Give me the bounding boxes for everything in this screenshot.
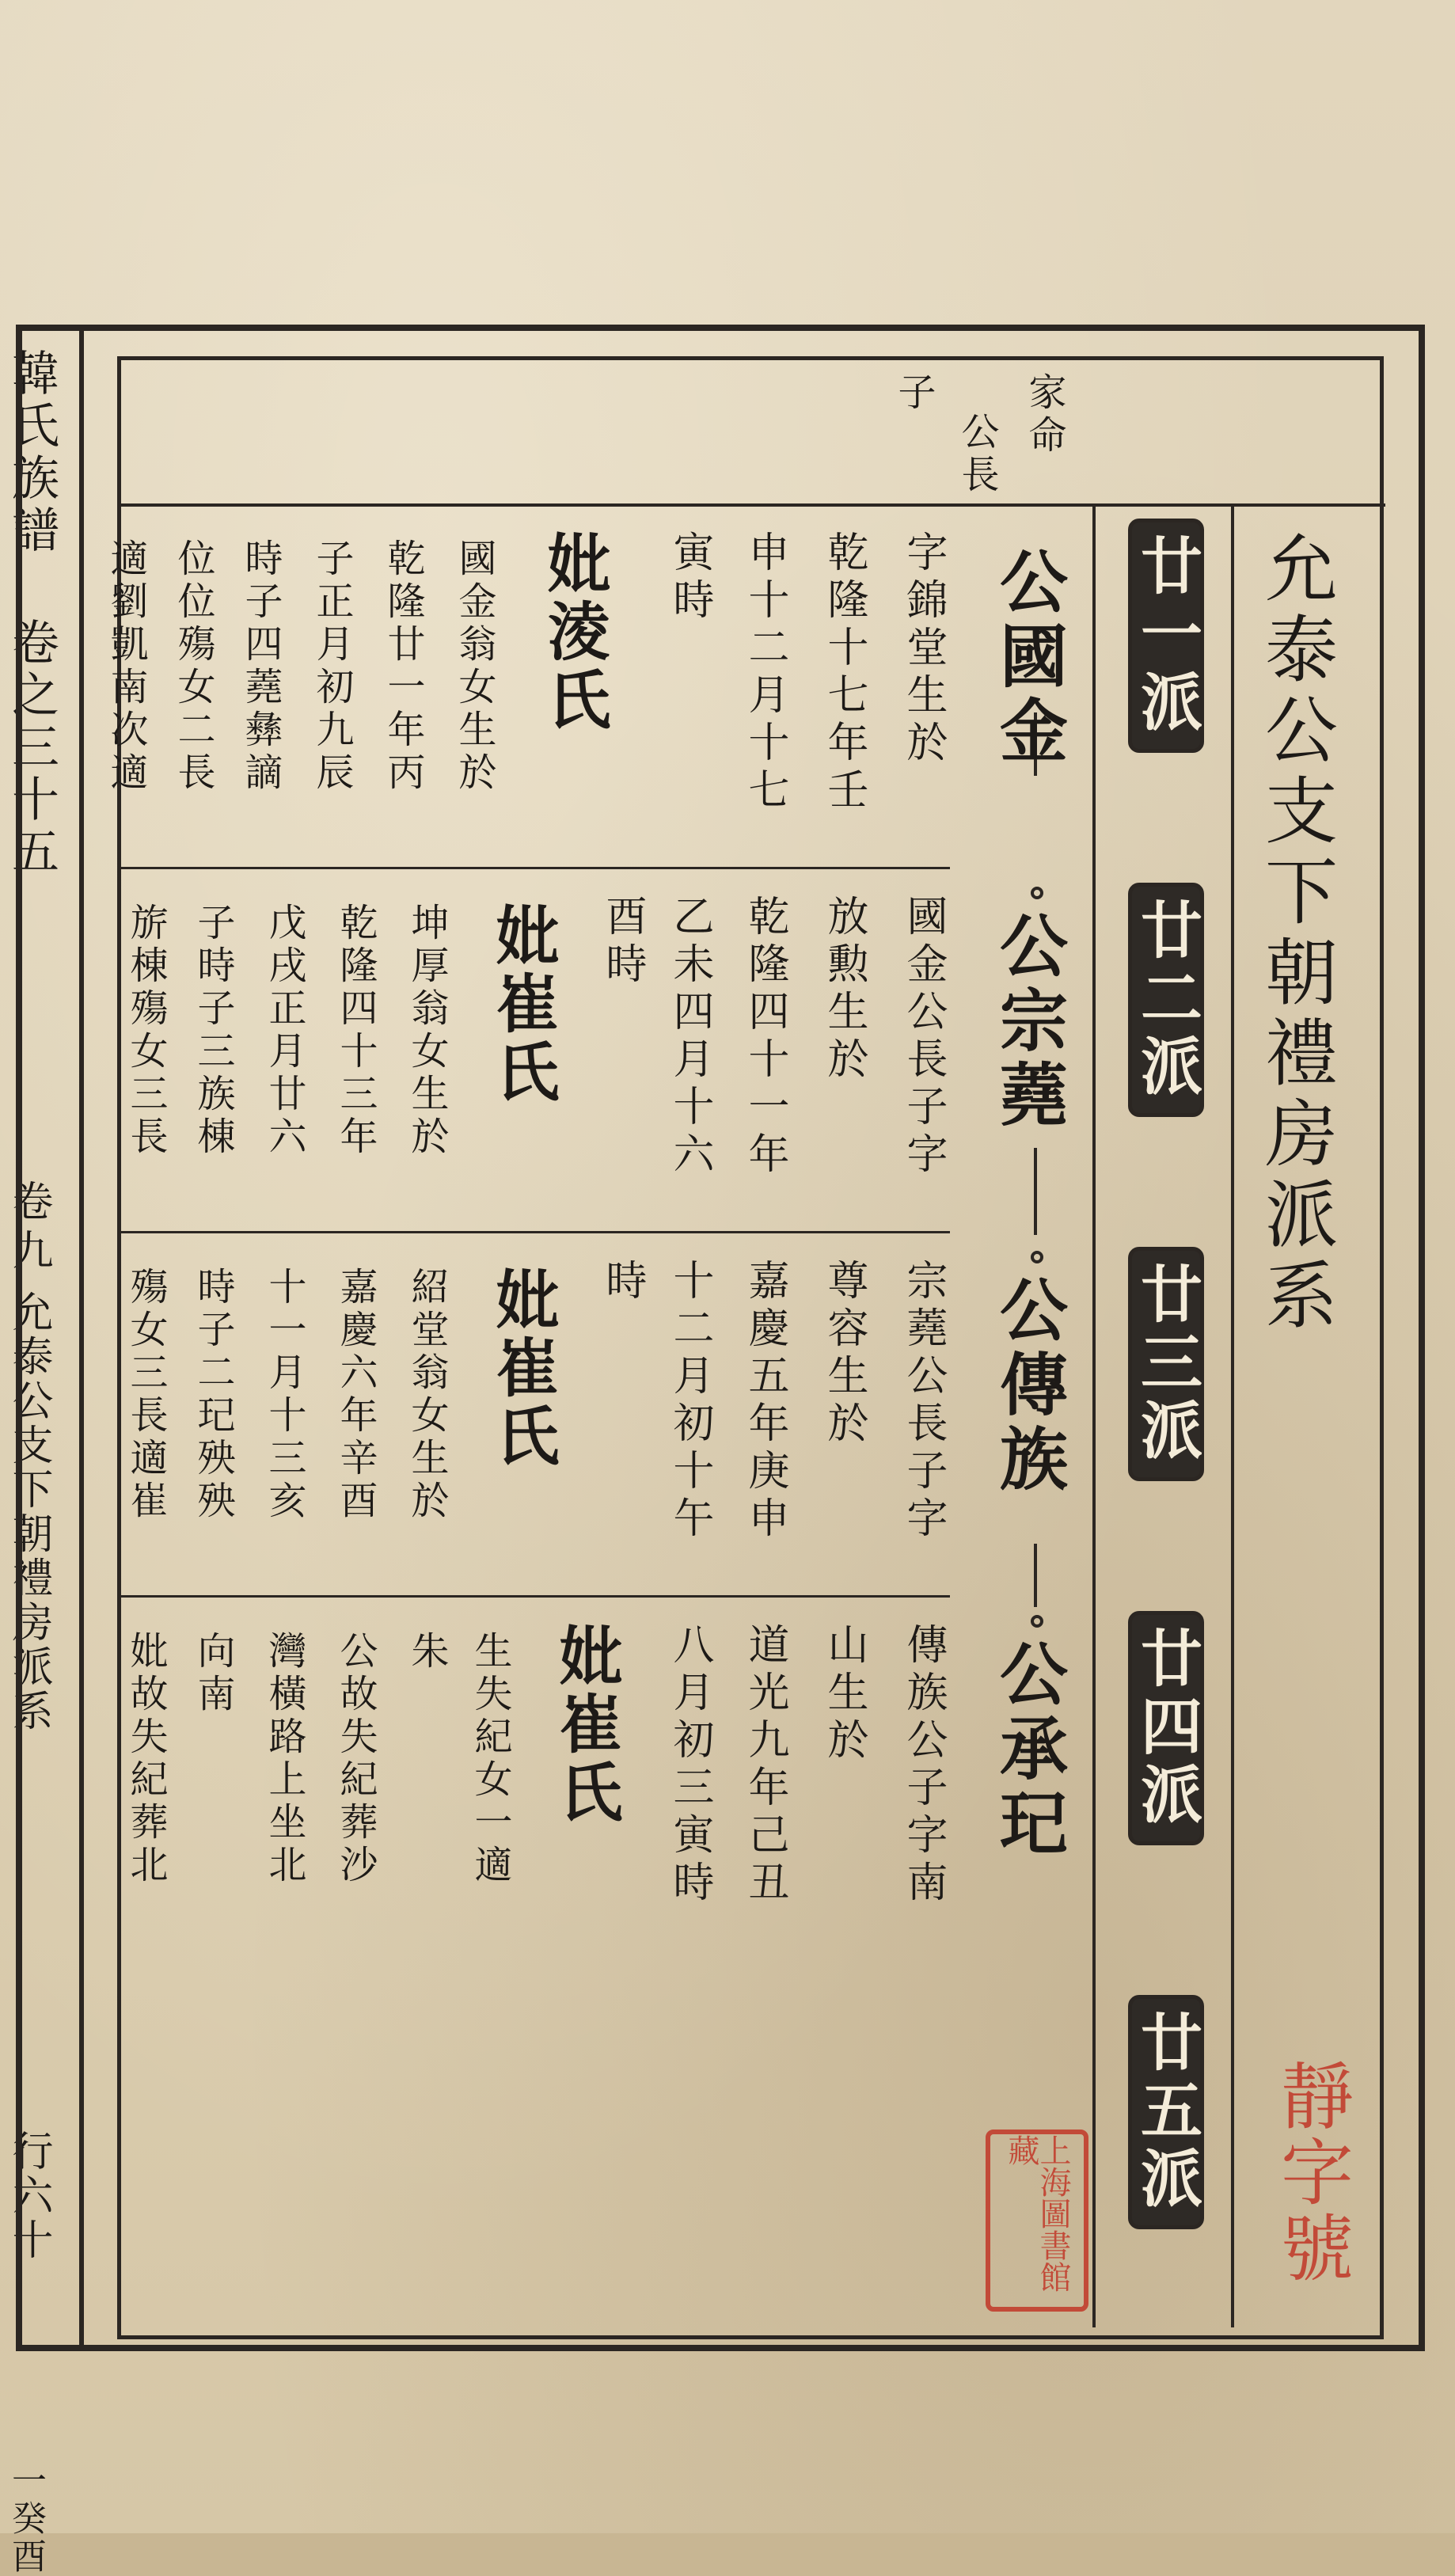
wife-2-bio-line-3: 戊戌正月廿六 [262,902,306,1159]
member-2-bio-line-3: 乾隆四十一年 [741,895,788,1180]
spine-line [79,329,84,2347]
generation-label-24: 廿四派 [1128,1611,1204,1845]
library-seal-text: 上海圖書館藏 [1003,2134,1071,2293]
member-3-bio-line-3: 嘉慶五年庚申 [741,1259,788,1544]
connector-dot-1 [1031,887,1043,899]
member-2-bio-line-1: 國金公長子字 [899,895,947,1180]
blank-margin [16,16,1441,325]
wife-1-bio-line-5: 位位殤女二長 [171,538,215,795]
generation-label-21: 廿一派 [1128,519,1204,753]
wife-4-bio-line-3: 公故失紀葬沙 [333,1631,378,1887]
generation-label-25: 廿五派 [1128,1995,1204,2229]
wife-2-bio-line-1: 坤厚翁女生於 [405,902,449,1159]
margin-page: 一癸酉 [6,2462,46,2576]
member-3-bio-line-4: 十二月初十午 [666,1259,713,1544]
section-rule-2 [119,1231,950,1233]
wife-2-bio-line-4: 子時子三族棟 [191,902,235,1159]
red-stamp [1267,2058,1370,2312]
member-name-2: 公宗蕘 [988,910,1068,1134]
header-note-2: 公長 [955,412,999,497]
member-1-bio-line-4: 寅時 [666,530,713,625]
section-rule-1 [119,867,950,869]
wife-2-bio-line-2: 乾隆四十三年 [333,902,378,1159]
wife-1-bio-line-1: 國金翁女生於 [452,538,496,795]
wife-title-2: 妣崔氏 [485,902,560,1107]
wife-3-bio-line-3: 十一月十三亥 [262,1267,306,1523]
wife-title-3: 妣崔氏 [485,1267,560,1471]
red-stamp-text: 靜字號 [1269,2058,1354,2286]
wife-1-bio-line-4: 時子四蕘彝謫 [238,538,283,795]
connector-2 [1034,1148,1037,1235]
member-4-bio-line-2: 山生於 [820,1623,868,1765]
wife-3-bio-line-5: 殤女三長適崔 [123,1267,168,1523]
wife-1-bio-line-6: 適劉凱南次適 [104,538,148,795]
member-3-bio-line-1: 宗蕘公長子字 [899,1259,947,1544]
margin-leaf: 行六十 [5,2130,52,2263]
wife-title-1: 妣淩氏 [537,530,611,735]
member-2-bio-line-4: 乙未四月十六 [666,895,713,1180]
member-1-bio-line-3: 申十二月十七 [741,530,788,815]
member-1-bio-line-1: 字錦堂生於 [899,530,947,768]
margin-title: 韓氏族譜 [4,348,59,557]
wife-3-bio-line-4: 時子二玘殃殃 [191,1267,235,1523]
member-3-bio-line-5: 時 [598,1259,646,1306]
wife-3-bio-line-2: 嘉慶六年辛酉 [333,1267,378,1523]
member-1-bio-line-2: 乾隆十七年壬 [820,530,868,815]
connector-dot-3 [1031,1615,1043,1628]
member-4-bio-line-3: 道光九年己丑 [741,1623,788,1908]
member-4-bio-line-4: 八月初三寅時 [666,1623,713,1908]
wife-title-4: 妣崔氏 [549,1623,623,1827]
member-3-bio-line-2: 尊容生於 [820,1259,868,1449]
margin-volume: 卷之三十五 [4,617,59,879]
member-name-4: 公承玘 [988,1639,1068,1862]
connector-dot-2 [1031,1251,1043,1263]
lineage-title: 允泰公支下朝禮房派系 [1253,530,1338,1338]
wife-2-bio-line-5: 旂棟殤女三長 [123,902,168,1159]
wife-4-bio-line-6: 妣故失紀葬北 [123,1631,168,1887]
header-note-3: 子 [891,372,936,415]
member-name-1: 公國金 [988,546,1068,769]
member-2-bio-line-2: 放勲生於 [820,895,868,1085]
member-4-bio-line-1: 傳族公子字南 [899,1623,947,1908]
wife-4-bio-line-1: 生失紀女一適 [468,1631,512,1887]
library-seal [986,2130,1088,2312]
member-2-bio-line-5: 酉時 [598,895,646,990]
member-name-3: 公傳族 [988,1275,1068,1498]
wife-3-bio-line-1: 紹堂翁女生於 [405,1267,449,1523]
wife-1-bio-line-3: 子正月初九辰 [310,538,354,795]
generation-divider [1092,507,1096,2327]
wife-1-bio-line-2: 乾隆廿一年丙 [381,538,425,795]
generation-label-23: 廿三派 [1128,1247,1204,1481]
margin-branch: 允泰公支下朝禮房派系 [5,1290,52,1734]
wife-4-bio-line-4: 灣橫路上坐北 [262,1631,306,1887]
header-note-1: 家命 [1022,372,1066,458]
section-rule-3 [119,1595,950,1598]
title-divider [1231,507,1234,2327]
header-rule [119,503,1385,507]
generation-label-22: 廿二派 [1128,883,1204,1117]
wife-4-bio-line-5: 向南 [191,1631,235,1716]
margin-chapter: 卷九 [5,1180,52,1278]
wife-4-bio-line-2: 朱 [405,1631,449,1674]
connector-3 [1034,1544,1037,1607]
